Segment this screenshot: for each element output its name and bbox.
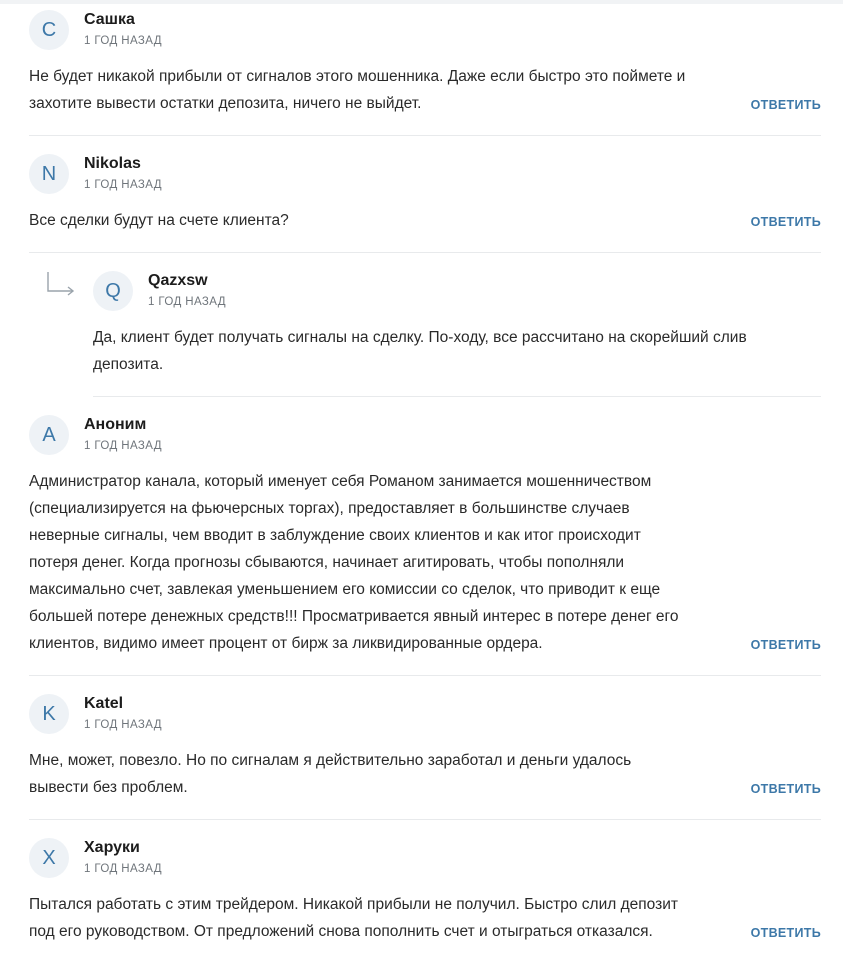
divider xyxy=(29,819,821,820)
comment-header xyxy=(29,154,821,196)
avatar: K xyxy=(29,694,69,734)
comment-text-line: вывести без проблем. xyxy=(29,779,188,796)
comment xyxy=(29,10,821,120)
divider xyxy=(29,135,821,136)
comment xyxy=(29,415,821,660)
comment-text-line: Мне, может, повезло. Но по сигналам я действительно заработал и деньги удалось xyxy=(29,752,632,769)
reply-button[interactable]: ОТВЕТИТЬ xyxy=(750,638,821,652)
comment-text-line: клиентов, видимо имеет процент от бирж за ликвидированные ордера. xyxy=(29,635,543,652)
comment-author[interactable]: Сашка xyxy=(84,11,135,28)
comment xyxy=(29,838,821,948)
comment-header xyxy=(29,10,821,52)
comment-text-line: потеря денег. Когда прогнозы сбываются, начинает агитировать, чтобы пополняли xyxy=(29,554,625,571)
avatar: Х xyxy=(29,838,69,878)
reply-button[interactable]: ОТВЕТИТЬ xyxy=(750,98,821,112)
comment-text-line: Пытался работать с этим трейдером. Никакой прибыли не получил. Быстро слил депозит xyxy=(29,896,678,913)
comment-time: 1 ГОД НАЗАД xyxy=(84,440,162,452)
top-border xyxy=(0,0,843,4)
comment-text-line: Администратор канала, который именует себя Романом занимается мошенничеством xyxy=(29,473,652,490)
comment-author[interactable]: Katel xyxy=(84,695,124,712)
comment-text-line: захотите вывести остатки депозита, ничего не выйдет. xyxy=(29,95,422,112)
comment-author[interactable]: Аноним xyxy=(84,416,147,433)
divider xyxy=(29,675,821,676)
divider xyxy=(29,252,821,253)
comment xyxy=(29,154,821,244)
reply-button[interactable]: ОТВЕТИТЬ xyxy=(750,215,821,229)
comment xyxy=(29,694,821,804)
comment-author[interactable]: Харуки xyxy=(84,839,140,856)
avatar: N xyxy=(29,154,69,194)
comment-text-line: Не будет никакой прибыли от сигналов этого мошенника. Даже если быстро это поймете и xyxy=(29,68,686,85)
comment-header xyxy=(29,694,821,736)
comment-reply xyxy=(93,271,821,381)
avatar: А xyxy=(29,415,69,455)
comment-time: 1 ГОД НАЗАД xyxy=(84,35,162,47)
divider xyxy=(93,396,821,397)
comment-text-line: неверные сигналы, чем вводит в заблуждение своих клиентов и как итог происходит xyxy=(29,527,641,544)
avatar: С xyxy=(29,10,69,50)
avatar: Q xyxy=(93,271,133,311)
comment-header xyxy=(29,838,821,880)
reply-button[interactable]: ОТВЕТИТЬ xyxy=(750,926,821,940)
comment-header xyxy=(29,415,821,457)
comment-text-line: (специализируется на фьючерсных торгах), предоставляет в большинстве случаев xyxy=(29,500,630,517)
comment-header xyxy=(93,271,821,313)
comment-text-line: Да, клиент будет получать сигналы на сделку. По-ходу, все рассчитано на скорейший слив xyxy=(93,329,747,346)
comment-author[interactable]: Nikolas xyxy=(84,155,141,172)
reply-arrow-icon xyxy=(46,271,76,297)
reply-button[interactable]: ОТВЕТИТЬ xyxy=(750,782,821,796)
comment-time: 1 ГОД НАЗАД xyxy=(84,863,162,875)
comment-text-line: максимально счет, завлекая уменьшением его комиссии со сделок, что приводит к еще xyxy=(29,581,661,598)
comment-text-line: большей потере денежных средств!!! Просматривается явный интерес в потере денег его xyxy=(29,608,679,625)
comment-text-line: под его руководством. От предложений снова пополнить счет и отыграться отказался. xyxy=(29,923,653,940)
comment-time: 1 ГОД НАЗАД xyxy=(84,179,162,191)
comment-time: 1 ГОД НАЗАД xyxy=(148,296,226,308)
comment-time: 1 ГОД НАЗАД xyxy=(84,719,162,731)
comment-author[interactable]: Qazxsw xyxy=(148,272,208,289)
comment-text-line: депозита. xyxy=(93,356,164,373)
comment-text-line: Все сделки будут на счете клиента? xyxy=(29,212,289,229)
